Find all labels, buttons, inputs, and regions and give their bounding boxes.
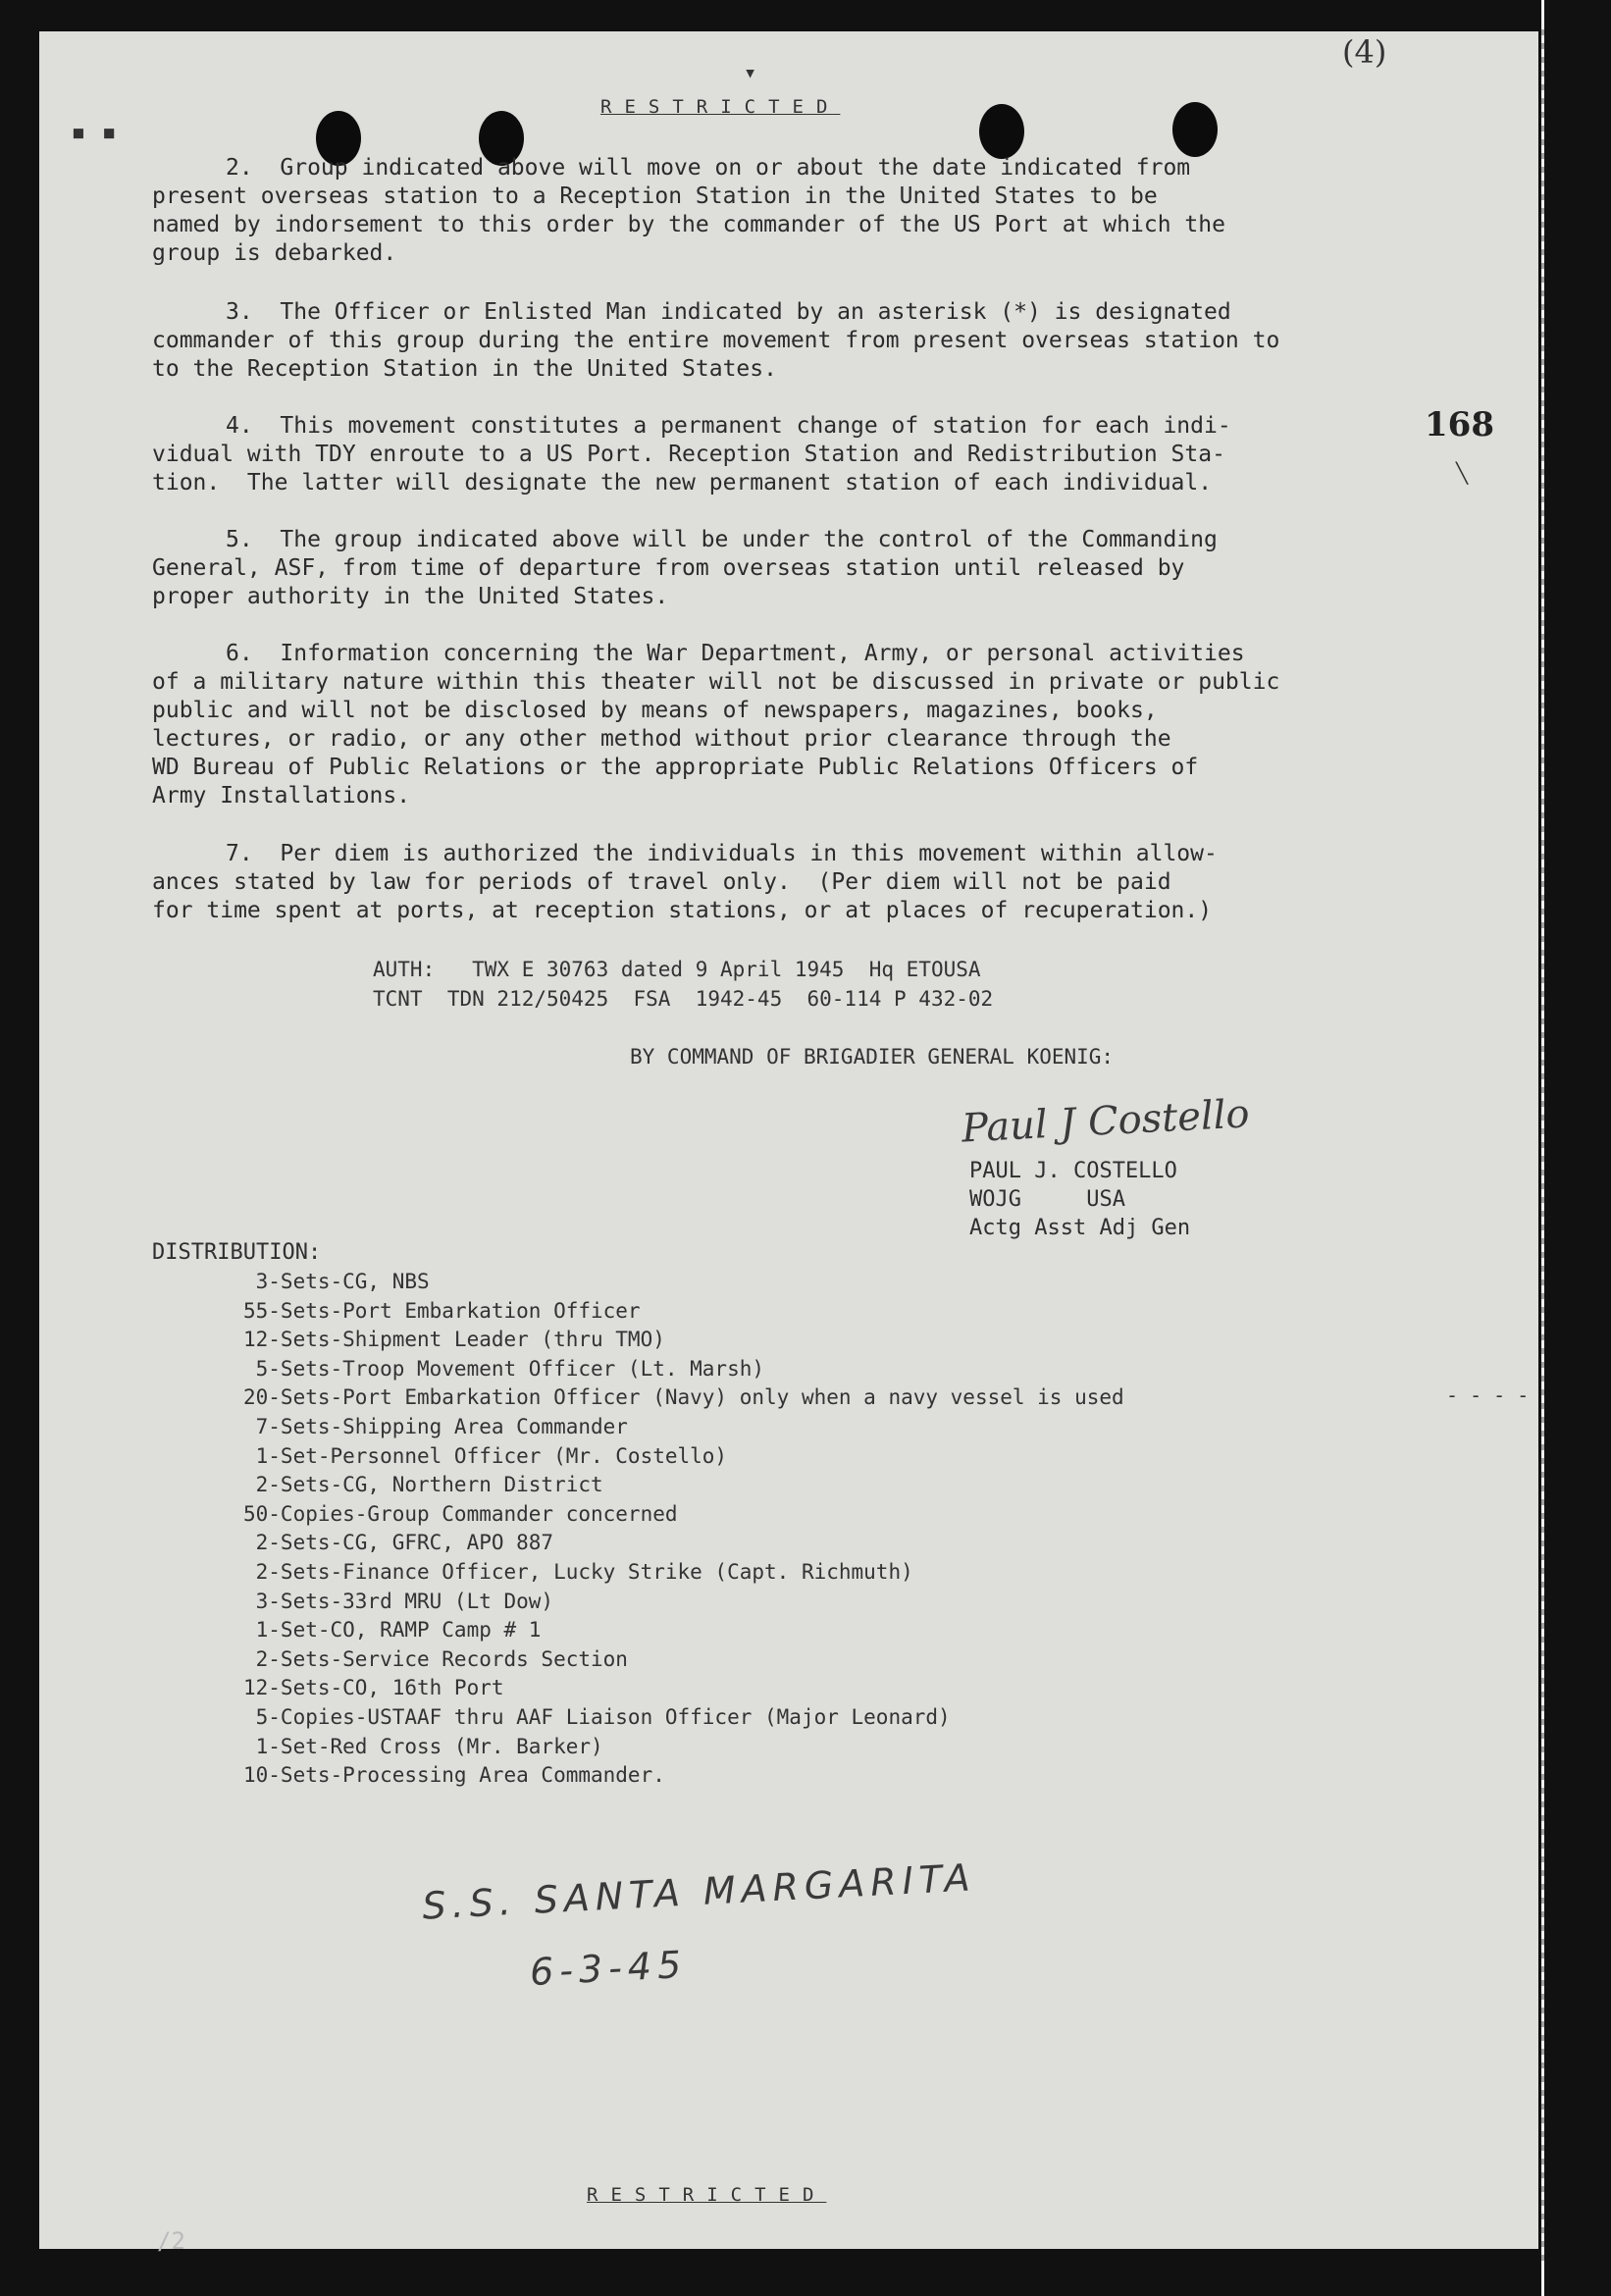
para-5-line-1: 5. The group indicated above will be under the control of the Commanding	[226, 527, 1218, 552]
para-6-line-4: lectures, or radio, or any other method without prior clearance through the	[152, 726, 1171, 752]
distribution-item: 1-Set-CO, RAMP Camp # 1	[243, 1618, 542, 1643]
para-2-line-1: 2. Group indicated above will move on or about the date indicated from	[226, 155, 1191, 181]
signature: Paul J Costello	[960, 1091, 1251, 1152]
para-6-line-5: WD Bureau of Public Relations or the appropriate Public Relations Officers of	[152, 755, 1199, 780]
stray-mark: ▪ ▪	[71, 118, 117, 147]
tcnt-line: TCNT TDN 212/50425 FSA 1942-45 60-114 P 432-02	[373, 987, 994, 1011]
stray-mark: - - - -	[1446, 1383, 1530, 1407]
header-restricted: RESTRICTED	[600, 96, 841, 118]
signer-rank: WOJG USA	[969, 1187, 1125, 1212]
distribution-item: 2-Sets-CG, GFRC, APO 887	[243, 1531, 554, 1555]
distribution-item: 50-Copies-Group Commander concerned	[243, 1501, 678, 1526]
command-line: BY COMMAND OF BRIGADIER GENERAL KOENIG:	[630, 1045, 1115, 1069]
para-2-line-2: present overseas station to a Reception Station in the United States to be	[152, 183, 1158, 209]
distribution-item: 2-Sets-CG, Northern District	[243, 1473, 603, 1497]
para-4-line-1: 4. This movement constitutes a permanent change of station for each indi-	[226, 413, 1231, 439]
distribution-item: 10-Sets-Processing Area Commander.	[243, 1763, 665, 1788]
distribution-item: 2-Sets-Finance Officer, Lucky Strike (Capt. Richmuth)	[243, 1559, 913, 1584]
distribution-item: 1-Set-Red Cross (Mr. Barker)	[243, 1734, 603, 1758]
signer-name: PAUL J. COSTELLO	[969, 1159, 1177, 1183]
distribution-item: 55-Sets-Port Embarkation Officer	[243, 1298, 641, 1323]
distribution-item: 1-Set-Personnel Officer (Mr. Costello)	[243, 1443, 728, 1468]
page-number: 168	[1425, 405, 1494, 444]
para-2-line-4: group is debarked.	[152, 240, 397, 266]
binding-stitch-marks	[1541, 29, 1544, 2267]
para-3-line-2: commander of this group during the entire movement from present overseas station to	[152, 328, 1280, 353]
para-6-line-3: public and will not be disclosed by means of newspapers, magazines, books,	[152, 698, 1158, 723]
stray-mark: /2	[157, 2227, 185, 2255]
auth-line: AUTH: TWX E 30763 dated 9 April 1945 Hq ETOUSA	[373, 958, 981, 981]
para-5-line-3: proper authority in the United States.	[152, 584, 669, 609]
distribution-item: 3-Sets-33rd MRU (Lt Dow)	[243, 1589, 554, 1613]
distribution-item: 5-Copies-USTAAF thru AAF Liaison Officer (Major Leonard)	[243, 1704, 951, 1729]
para-5-line-2: General, ASF, from time of departure from overseas station until released by	[152, 555, 1185, 581]
para-7-line-3: for time spent at ports, at reception stations, or at places of recuperation.)	[152, 898, 1213, 923]
stray-mark: ╲	[1456, 461, 1469, 485]
corner-mark: (4)	[1342, 33, 1387, 71]
distribution-item: 12-Sets-CO, 16th Port	[243, 1676, 504, 1700]
para-4-line-2: vidual with TDY enroute to a US Port. Reception Station and Redistribution Sta-	[152, 442, 1225, 467]
para-6-line-1: 6. Information concerning the War Department, Army, or personal activities	[226, 641, 1245, 666]
para-7-line-1: 7. Per diem is authorized the individuals in this movement within allow-	[226, 841, 1218, 866]
distribution-item: 5-Sets-Troop Movement Officer (Lt. Marsh)	[243, 1356, 765, 1381]
punch-hole	[979, 104, 1024, 159]
para-3-line-1: 3. The Officer or Enlisted Man indicated by an asterisk (*) is designated	[226, 299, 1231, 325]
handwritten-ship-name: S.S. SANTA MARGARITA	[421, 1855, 977, 1928]
distribution-list	[243, 1268, 1124, 1791]
para-4-line-3: tion. The latter will designate the new permanent station of each individual.	[152, 470, 1213, 496]
distribution-item: 7-Sets-Shipping Area Commander	[243, 1414, 628, 1438]
distribution-item: 20-Sets-Port Embarkation Officer (Navy) only when a navy vessel is used	[243, 1385, 1124, 1410]
distribution-item: 12-Sets-Shipment Leader (thru TMO)	[243, 1328, 665, 1352]
para-6-line-6: Army Installations.	[152, 783, 411, 809]
distribution-title: DISTRIBUTION:	[152, 1240, 322, 1265]
footer-restricted: RESTRICTED	[587, 2184, 827, 2206]
para-3-line-3: to the Reception Station in the United States.	[152, 356, 777, 382]
distribution-item: 3-Sets-CG, NBS	[243, 1270, 430, 1293]
para-7-line-2: ances stated by law for periods of travel only. (Per diem will not be paid	[152, 869, 1171, 895]
signer-title: Actg Asst Adj Gen	[969, 1216, 1191, 1240]
distribution-item: 2-Sets-Service Records Section	[243, 1646, 628, 1671]
stray-mark: ▾	[744, 61, 757, 85]
para-2-line-3: named by indorsement to this order by the commander of the US Port at which the	[152, 212, 1225, 237]
para-6-line-2: of a military nature within this theater will not be discussed in private or public	[152, 669, 1280, 695]
handwritten-date: 6-3-45	[528, 1942, 689, 1995]
punch-hole	[1172, 102, 1218, 157]
